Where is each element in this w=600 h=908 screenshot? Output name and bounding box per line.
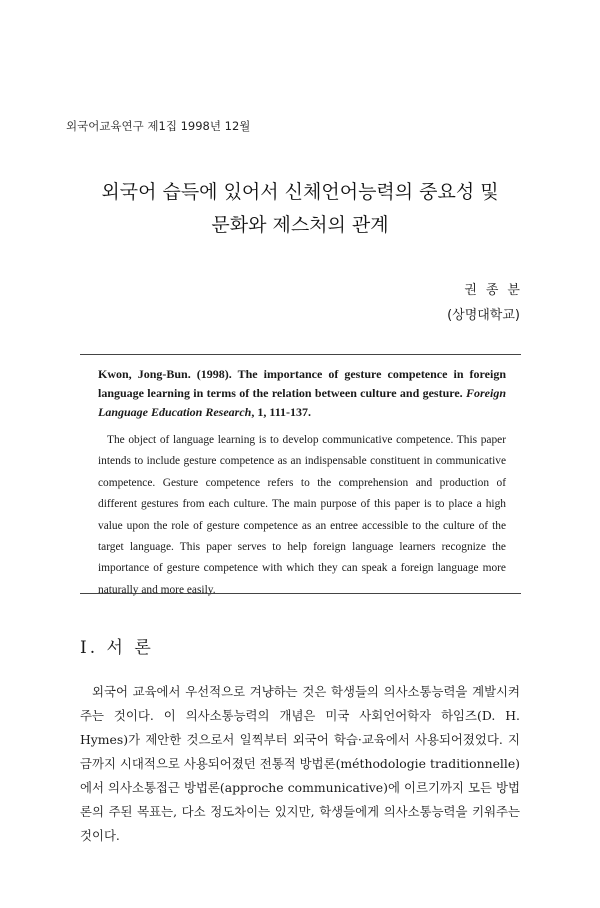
title-line-2: 문화와 제스처의 관계 [211,214,389,236]
author-affiliation: (상명대학교) [447,308,520,323]
body-text [80,680,520,848]
citation-pages: , 1, 111-137. [251,405,312,419]
title-line-1: 외국어 습득에 있어서 신체언어능력의 중요성 및 [101,181,499,203]
author-name: 권종분 [464,283,529,298]
citation-journal: Foreign Language Education Research [98,386,506,419]
top-divider [80,354,521,355]
citation [98,365,506,422]
author-block [447,278,529,328]
bottom-divider [80,593,521,594]
abstract [98,430,506,601]
citation-title: The importance of gesture competence in foreign language learning in terms of the relation between culture and gesture. [98,367,506,400]
body-paragraph: 외국어 교육에서 우선적으로 겨냥하는 것은 학생들의 의사소통능력을 계발시켜주는 것이다. 이 의사소통능력의 개념은 미국 사회언어학자 하임즈(D. H. Hymes)가 제안한 것으로서 일찍부터 외국어 학습·교육에서 사용되어졌었다. 지금까지 시대적으로 사용되어졌던 전통적 방법론(méthodologie traditionnelle)에서 의사소통접근 방법론(approche communicative)에 이르기까지 모든 방법론의 주된 목표는, 다소 정도차이는 있지만, 학생들에게 의사소통능력을 키워주는 것이다. [80,684,520,843]
section-heading: Ⅰ. 서 론 [80,638,154,658]
running-head: 외국어교육연구 제1집 1998년 12월 [66,119,251,133]
paper-title [0,176,600,242]
abstract-text: The object of language learning is to develop communicative competence. This paper intends to include gesture competence as an indispensable constituent in communicative competence. Gesture competence refers to the comprehension and production of different gestures from each culture. The main purpose of this paper is to place a high value upon the role of gesture competence as an entree accessible to the culture of the target language. This paper serves to help foreign language learners recognize the importance of gesture competence with which they can speak a foreign language more naturally and more easily. [98,434,506,596]
citation-authors: Kwon, Jong-Bun. (1998). [98,367,232,381]
